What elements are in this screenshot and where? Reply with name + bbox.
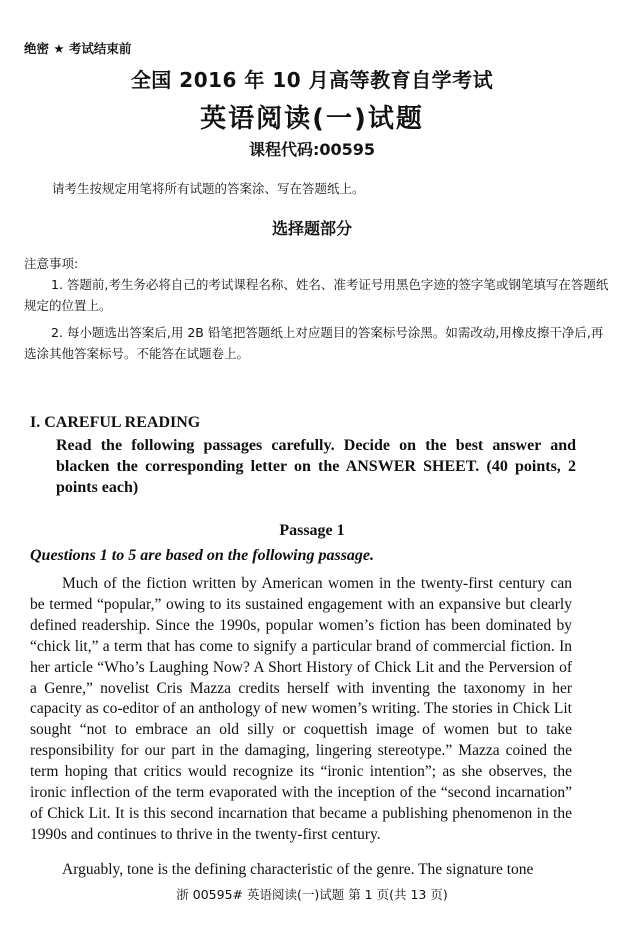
exam-title: 全国 2016 年 10 月高等教育自学考试 bbox=[130, 68, 494, 92]
note-item: 1. 答题前,考生务必将自己的考试课程名称、姓名、准考证号用黑色字迹的签字笔或钢笔填写在答题纸规定的位置上。 bbox=[24, 277, 609, 313]
part-heading: I. CAREFUL READING bbox=[30, 414, 201, 431]
passage-paragraph: Much of the fiction written by American women in the twenty-first century can be termed “popular,” owing to its sustained engagement with an expansive but clearly defined readership. Since the 1990s, popular women’s fiction has been dominated by “chick lit,” a term that has come to signify a particular brand of commercial fiction. In her article “Who’s Laughing Now? A Short History of Chick Lit and the Perversion of a Genre,” novelist Cris Mazza credits herself with inventing the taxonomy in her capacity as co-editor of an anthology of new women’s writing. The stories in Chick Lit sought “not to embrace an old silly or coquettish image of women but to take responsibility for our part in the damaging, lingering stereotype.” Mazza coined the term hoping that critics would recognize its “ironic intention”; as she observes, the ironic inflection of the term evaporated with the inception of the “second incarnation” of Chick Lit. It is this second incarnation that became a publishing phenomenon in the 1990s and continues to thrive in the twenty-first century. bbox=[30, 575, 572, 843]
question-range: Questions 1 to 5 are based on the following passage. bbox=[30, 547, 375, 564]
part-instructions: Read the following passages carefully. Decide on the best answer and blacken the corresponding letter on the ANSWER SHEET. (40 points, 2 points each) bbox=[56, 437, 576, 496]
course-code: 课程代码:00595 bbox=[248, 140, 376, 159]
passage-title: Passage 1 bbox=[279, 522, 345, 539]
confidential-label: 绝密 ★ 考试结束前 bbox=[24, 41, 132, 56]
subject-title: 英语阅读(一)试题 bbox=[200, 104, 424, 134]
general-instruction: 请考生按规定用笔将所有试题的答案涂、写在答题纸上。 bbox=[52, 181, 365, 196]
passage-paragraph-start: Arguably, tone is the defining characteristic of the genre. The signature tone bbox=[62, 861, 534, 878]
section-heading: 选择题部分 bbox=[271, 219, 352, 238]
note-item: 2. 每小题选出答案后,用 2B 铅笔把答题纸上对应题目的答案标号涂黑。如需改动,用橡皮擦干净后,再选涂其他答案标号。不能答在试题卷上。 bbox=[24, 325, 604, 361]
page-footer: 浙 00595# 英语阅读(一)试题 第 1 页(共 13 页) bbox=[176, 887, 448, 902]
notes-label: 注意事项: bbox=[24, 256, 79, 271]
